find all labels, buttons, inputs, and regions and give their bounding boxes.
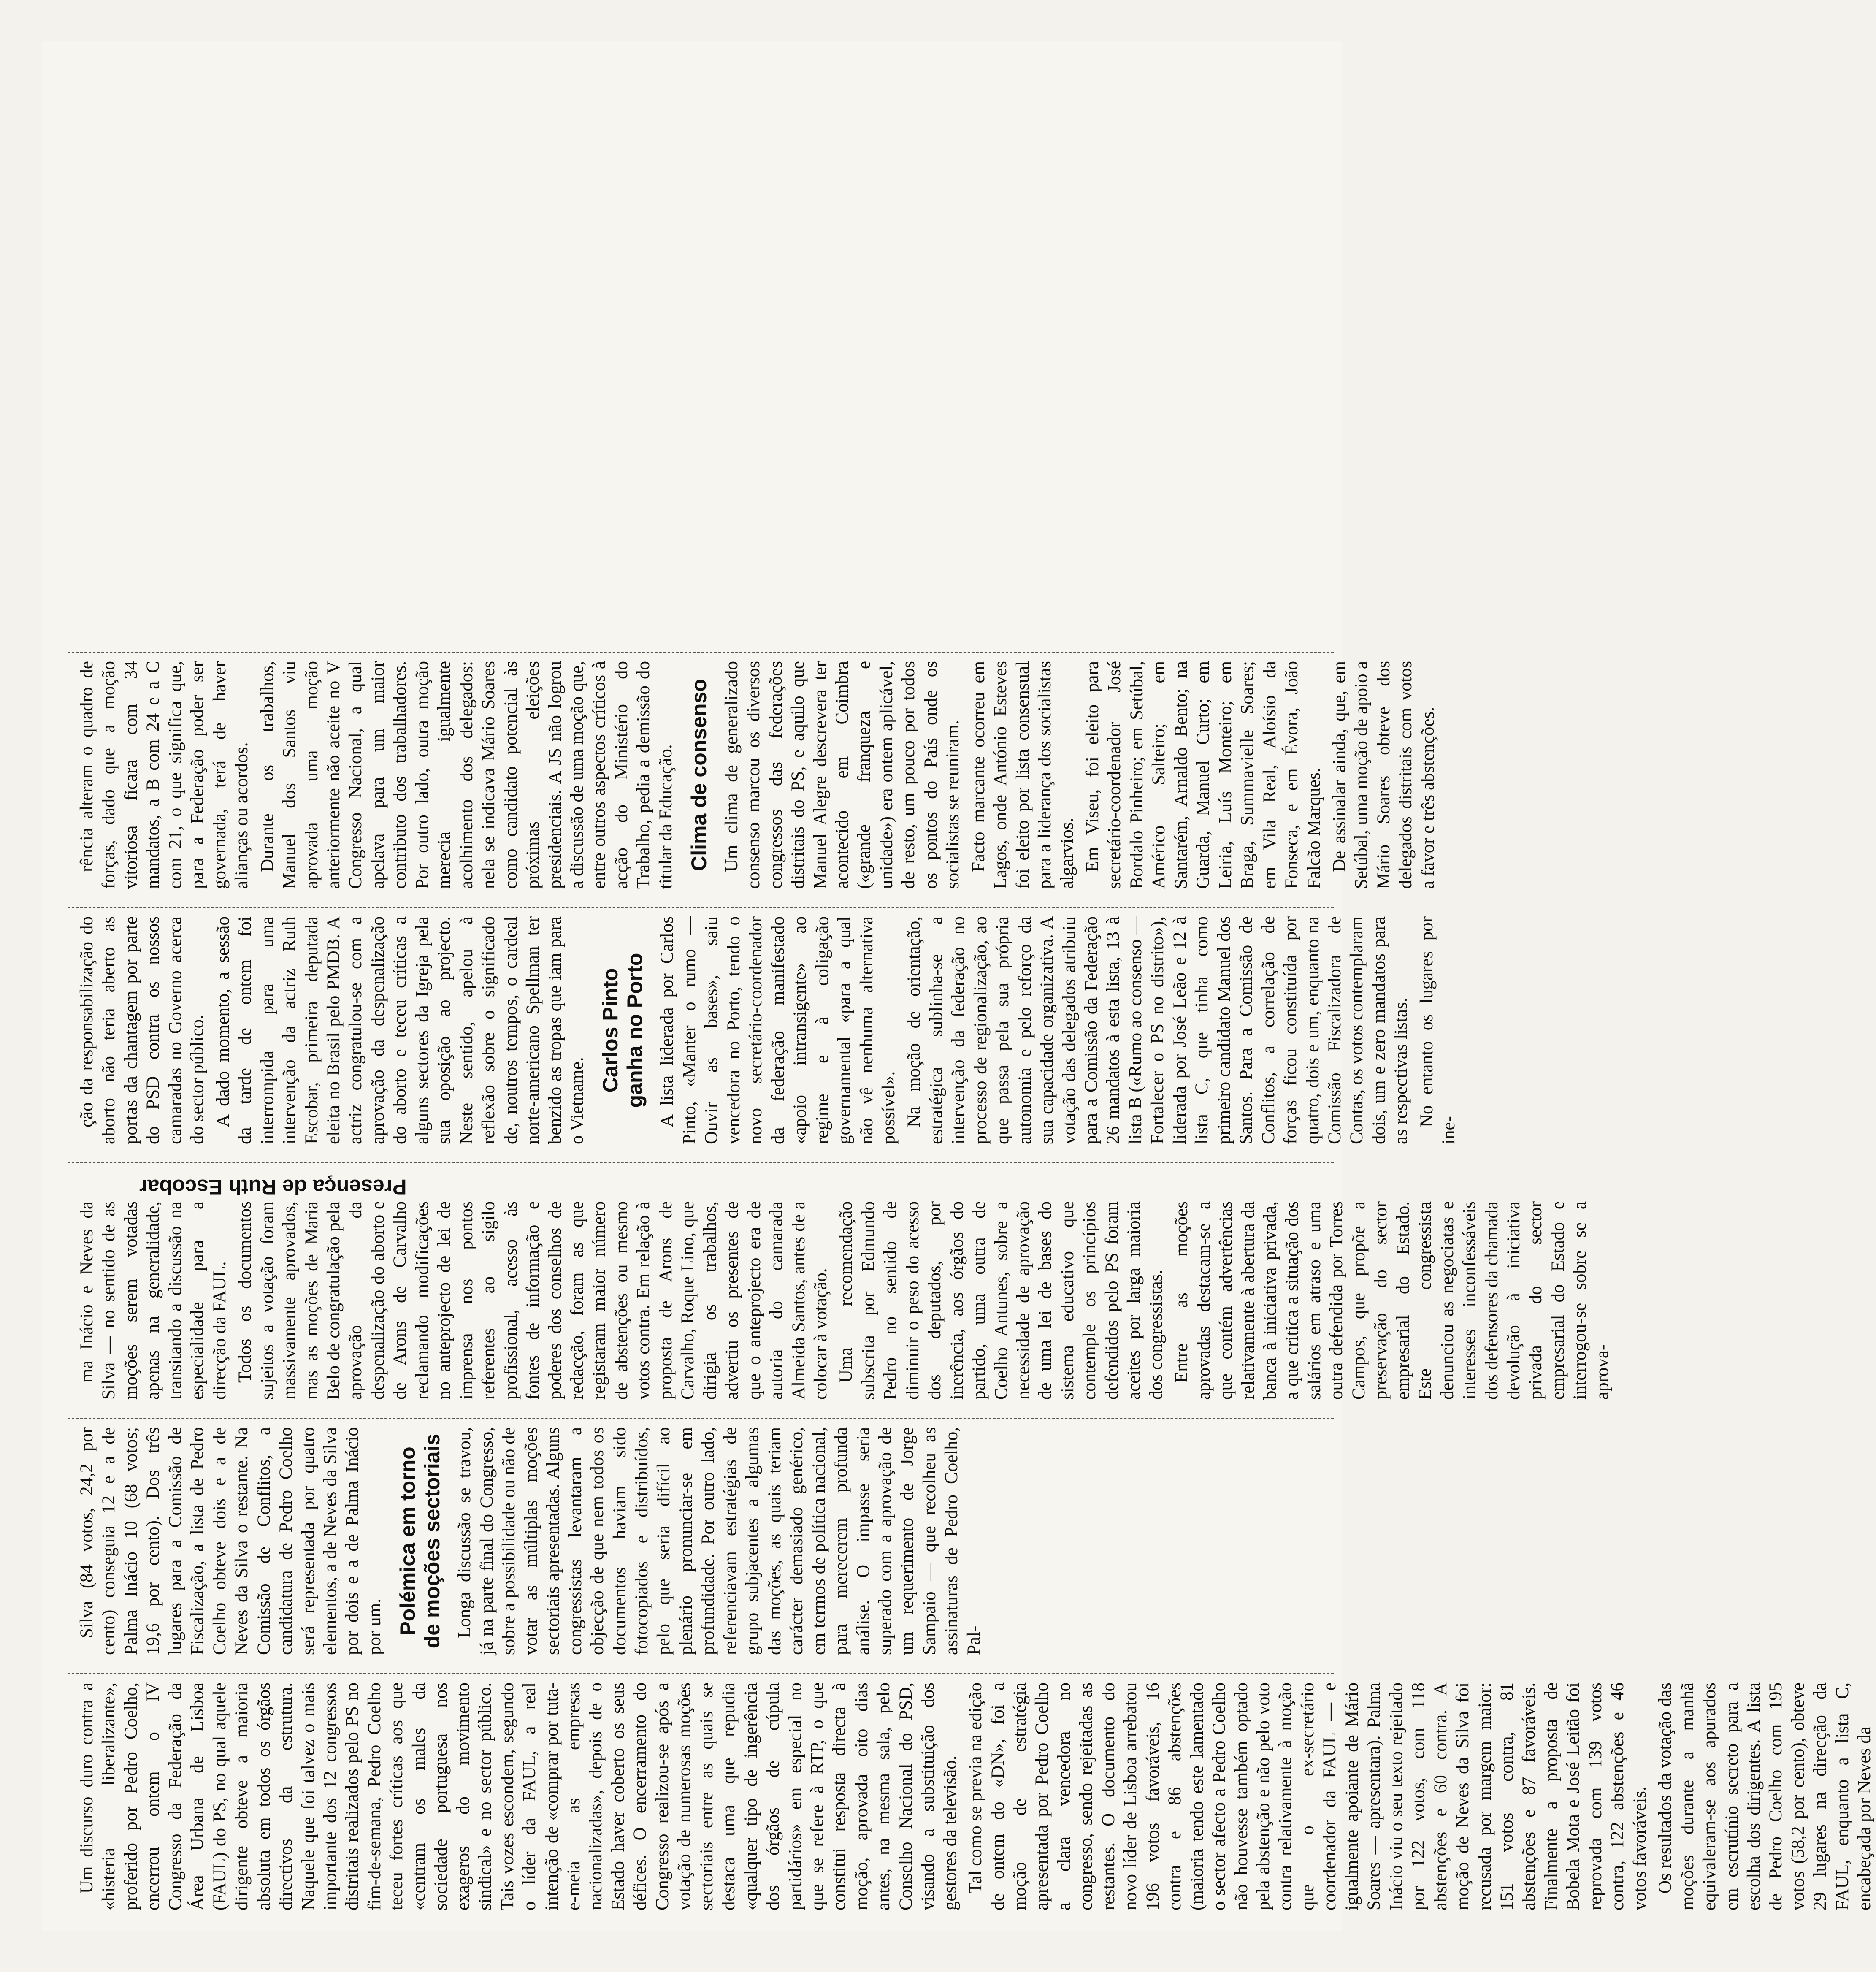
- paragraph: Silva (84 votos, 24,2 por cento) conseguia 12 e a de Palma Inácio 10 (68 votos; 19,6 por cento). Dos três lugares para a Comissão de Fiscalização, a lista de Pedro Coelho obteve dois e a de Neves da Silva o restante. Na Comissão de Conflitos, a candidatura de Pedro Coelho será representada por quatro elementos, a de Neves da Silva por dois e a de Palma Inácio por um.: [77, 1427, 384, 1655]
- paragraph: A lista liderada por Carlos Pinto, «Manter o rumo — Ouvir as bases», saiu vencedora no Porto, tendo o novo secretário-coordenador da federação manifestado «apoio intransigente» ao regime e à coligação governamental «para a qual não vê nenhuma alternativa possível».: [657, 916, 899, 1144]
- column-rule: [68, 652, 1334, 653]
- paragraph: Durante os trabalhos, Manuel dos Santos viu aprovada uma moção anteriormente não aceite no V Congresso Nacional, a qual apelava para um maior contributo dos trabalhadores. Por outro lado, outra moção merecia igualmente acolhimento dos delegados: nela se indicava Mário Soares como candidato potencial às próximas eleições presidenciais. A JS não logrou a discussão de uma moção que, entre outros aspectos críticos à acção do Ministério do Trabalho, pedia a demissão do titular da Educação.: [257, 661, 676, 889]
- paragraph: Facto marcante ocorreu em Lagos, onde António Esteves foi eleito por lista consensual para a liderança dos socialistas algarvios.: [968, 661, 1077, 889]
- column-rule: [68, 1673, 1334, 1674]
- subheading-clima-consenso: Clima de consenso: [687, 679, 711, 871]
- paragraph: Entre as moções aprovadas destacam-se a que contém advertências relativamente à abertura da banca à iniciativa privada, a que critica a situação dos salários em atraso e uma outra defendida por Torres Campos, que propõe a preservação do sector empresarial do Estado. Este congressista denunciou as negociatas e interesses inconfessáveis dos defensores da chamada devolução à iniciativa privada do sector empresarial do Estado e interrogou-se sobre se a aprova-: [1172, 1201, 1612, 1400]
- article-column-5: [76, 661, 1438, 889]
- subheading-ruth-escobar: Presença de Ruth Escobar: [139, 1175, 407, 1199]
- column-rule: [68, 1418, 1334, 1419]
- article-column-3: [76, 1201, 1612, 1400]
- article-column-2: [76, 1427, 1329, 1655]
- newspaper-page: [42, 41, 1875, 1931]
- subheading-polemica: [396, 1427, 444, 1655]
- paragraph: rência alteram o quadro de forças, dado que a moção vitoriosa ficara com 34 mandatos, a B com 24 e a C com 21, o que significa que, para a Federação poder ser governada, terá de haver alianças ou acordos.: [77, 661, 252, 889]
- subheading-line: Polémica em torno: [396, 1446, 420, 1636]
- subheading-line: Carlos Pinto: [598, 968, 623, 1093]
- paragraph: Um discurso duro contra a «histeria liberalizante», proferido por Pedro Coelho, encerrou ontem o IV Congresso da Federação da Área Urbana de Lisboa (FAUL) do PS, no qual aquele dirigente obteve a maioria absoluta em todos os órgãos directivos da estrutura. Naquele que foi talvez o mais importante dos 12 congressos distritais realizados pelo PS no fim-de-semana, Pedro Coelho teceu fortes críticas aos que «centram os males da sociedade portuguesa nos exageros do movimento sindical» e no sector público. Tais vozes escondem, segundo o líder da FAUL, a real intenção de «comprar por tuta-e-meia as empresas nacionalizadas», depois de o Estado haver coberto os seus défices. O encerramento do Congresso realizou-se após a votação de numerosas moções sectoriais entre as quais se destaca uma que repudia «qualquer tipo de ingerência dos órgãos de cúpula partidários» em especial no que se refere à RTP, o que constitui resposta directa à moção, aprovada oito dias antes, na mesma sala, pelo Conselho Nacional do PSD, visando a substituição dos gestores da televisão.: [77, 1682, 960, 1910]
- paragraph: Uma recomendação subscrita por Edmundo Pedro no sentido de diminuir o peso do acesso dos deputados, por inerência, aos órgãos do partido, uma outra de Coelho Antunes, sobre a necessidade de aprovação de uma lei de bases do sistema educativo que contemple os princípios defendidos pelo PS foram aceites por larga maioria dos congressistas.: [836, 1201, 1166, 1400]
- article-column-4: [76, 916, 1459, 1144]
- subheading-line: ganha no Porto: [623, 953, 647, 1108]
- paragraph: Todos os documentos sujeitos a votação foram massivamente aprovados, mas as moções de Maria Belo de congratulação pela aprovação da despenalização do aborto e de Arons de Carvalho reclamando modificações no anteprojecto de lei de imprensa nos pontos referentes ao sigilo profissional, acesso às fontes de informação e poderes dos conselhos de redacção, foram as que registaram maior número de abstenções ou mesmo votos contra. Em relação à proposta de Arons de Carvalho, Roque Lino, que dirigia os trabalhos, advertiu os presentes de que o anteprojecto era de autoria do camarada Almeida Santos, antes de a colocar à votação.: [235, 1201, 831, 1400]
- subheading-carlos-pinto: [598, 916, 647, 1144]
- paragraph: ma Inácio e Neves da Silva — no sentido de as moções serem votadas apenas na generalidade, transitando a discussão na especialidade para a direcção da FAUL.: [77, 1201, 230, 1400]
- paragraph: De assinalar ainda, que, em Setúbal, uma moção de apoio a Mário Soares obteve dos delegados distritais com votos a favor e três abstenções.: [1329, 661, 1438, 889]
- article-column-1: [76, 1682, 1875, 1910]
- paragraph: Os resultados da votação das moções durante a manhã equivaleram-se aos apurados em escrutínio secreto para a escolha dos dirigentes. A lista de Pedro Coelho com 195 votos (58,2 por cento), obteve 29 lugares na direcção da FAUL, enquanto a lista C, encabeçada por Neves da: [1655, 1682, 1875, 1910]
- paragraph: Na moção de orientação, estratégica sublinha-se a intervenção da federação no processo de regionalização, ao que passa pela sua própria autonomia e pelo reforço da sua capacidade organizativa. A votação das delegados atribuiu para a Comissão da Federação 26 mandatos à esta lista, 13 à lista B («Rumo ao consenso — Fortalecer o PS no distrito»), liderada por José Leão e 12 à lista C, que tinha como primeiro candidato Manuel dos Santos. Para a Comissão de Conflitos, a correlação de forças ficou constituída por quatro, dois e um, enquanto na Comissão Fiscalizadora de Contas, os votos contemplaram dois, um e zero mandatos para as respectivas listas.: [904, 916, 1411, 1144]
- paragraph: Tal como se previa na edição de ontem do «DN», foi a moção de estratégia apresentada por Pedro Coelho a clara vencedora no congresso, sendo rejeitadas as restantes. O documento do novo líder de Lisboa arrebatou 196 votos favoráveis, 16 contra e 86 abstenções (maioria tendo este lamentado o sector afecto a Pedro Coelho não houvesse também optado pela abstenção e não pelo voto contra relativamente à moção que o ex-secretário coordenador da FAUL — e igualmente apoiante de Mário Soares — apresentara). Palma Inácio viu o seu texto rejeitado por 122 votos, com 118 abstenções e 60 contra. A moção de Neves da Silva foi recusada por margem maior: 151 votos contra, 81 abstenções e 87 favoráveis. Finalmente a proposta de Bobela Mota e José Leitão foi reprovada com 139 votos contra, 122 abstenções e 46 votos favoráveis.: [966, 1682, 1650, 1910]
- paragraph: A dado momento, a sessão da tarde de ontem foi interrompida para uma intervenção da actriz Ruth Escobar, primeira deputada eleita no Brasil pelo PMDB. A actriz congratulou-se com a aprovação da despenalização do aborto e teceu críticas a alguns sectores da Igreja pela sua oposição ao projecto. Neste sentido, apelou à reflexão sobre o significado de, noutros tempos, o cardeal norte-americano Spellman ter benzido as tropas que iam para o Vietname.: [213, 916, 587, 1144]
- paragraph: Longa discussão se travou, já na parte final do Congresso, sobre a possibilidade ou não de votar as múltiplas moções sectoriais apresentadas. Alguns congressistas levantaram a objecção de que nem todos os documentos haviam sido fotocopiados e distribuídos, pelo que seria difícil ao plenário pronunciar-se em profundidade. Por outro lado, referenciavam estratégias de grupo subjacentes a algumas das moções, as quais teriam carácter demasiado genérico, em termos de política nacional, para merecerem profunda análise. O impasse seria superado com a aprovação de um requerimento de Jorge Sampaio — que recolheu as assinaturas de Pedro Coelho, Pal-: [455, 1427, 984, 1655]
- column-rule: [68, 907, 1334, 908]
- paragraph: Em Viseu, foi eleito para secretário-coordenador José Bordalo Pinheiro; em Setúbal, Américo Salteiro; em Santarém, Arnaldo Bento; na Guarda, Manuel Curto; em Leiria, Luís Monteiro; em Braga, Summavielle Soares; em Vila Real, Aloísio da Fonseca, e em Évora, João Falcão Marques.: [1082, 661, 1324, 889]
- paragraph: Um clima de generalizado consenso marcou os diversos congressos das federações distritais do PS, e aquilo que Manuel Alegre descrevera ter acontecido em Coimbra («grande franqueza e unidade») era ontem aplicável, de resto, um pouco por todos os pontos do País onde os socialistas se reuniram.: [721, 661, 963, 889]
- paragraph: No entanto os lugares por ine-: [1416, 916, 1459, 1144]
- subheading-line: de moções sectoriais: [420, 1433, 444, 1649]
- paragraph: ção da responsabilização do aborto não teria aberto as portas da chantagem por parte do PSD contra os nossos camaradas no Governo acerca do sector público.: [77, 916, 208, 1144]
